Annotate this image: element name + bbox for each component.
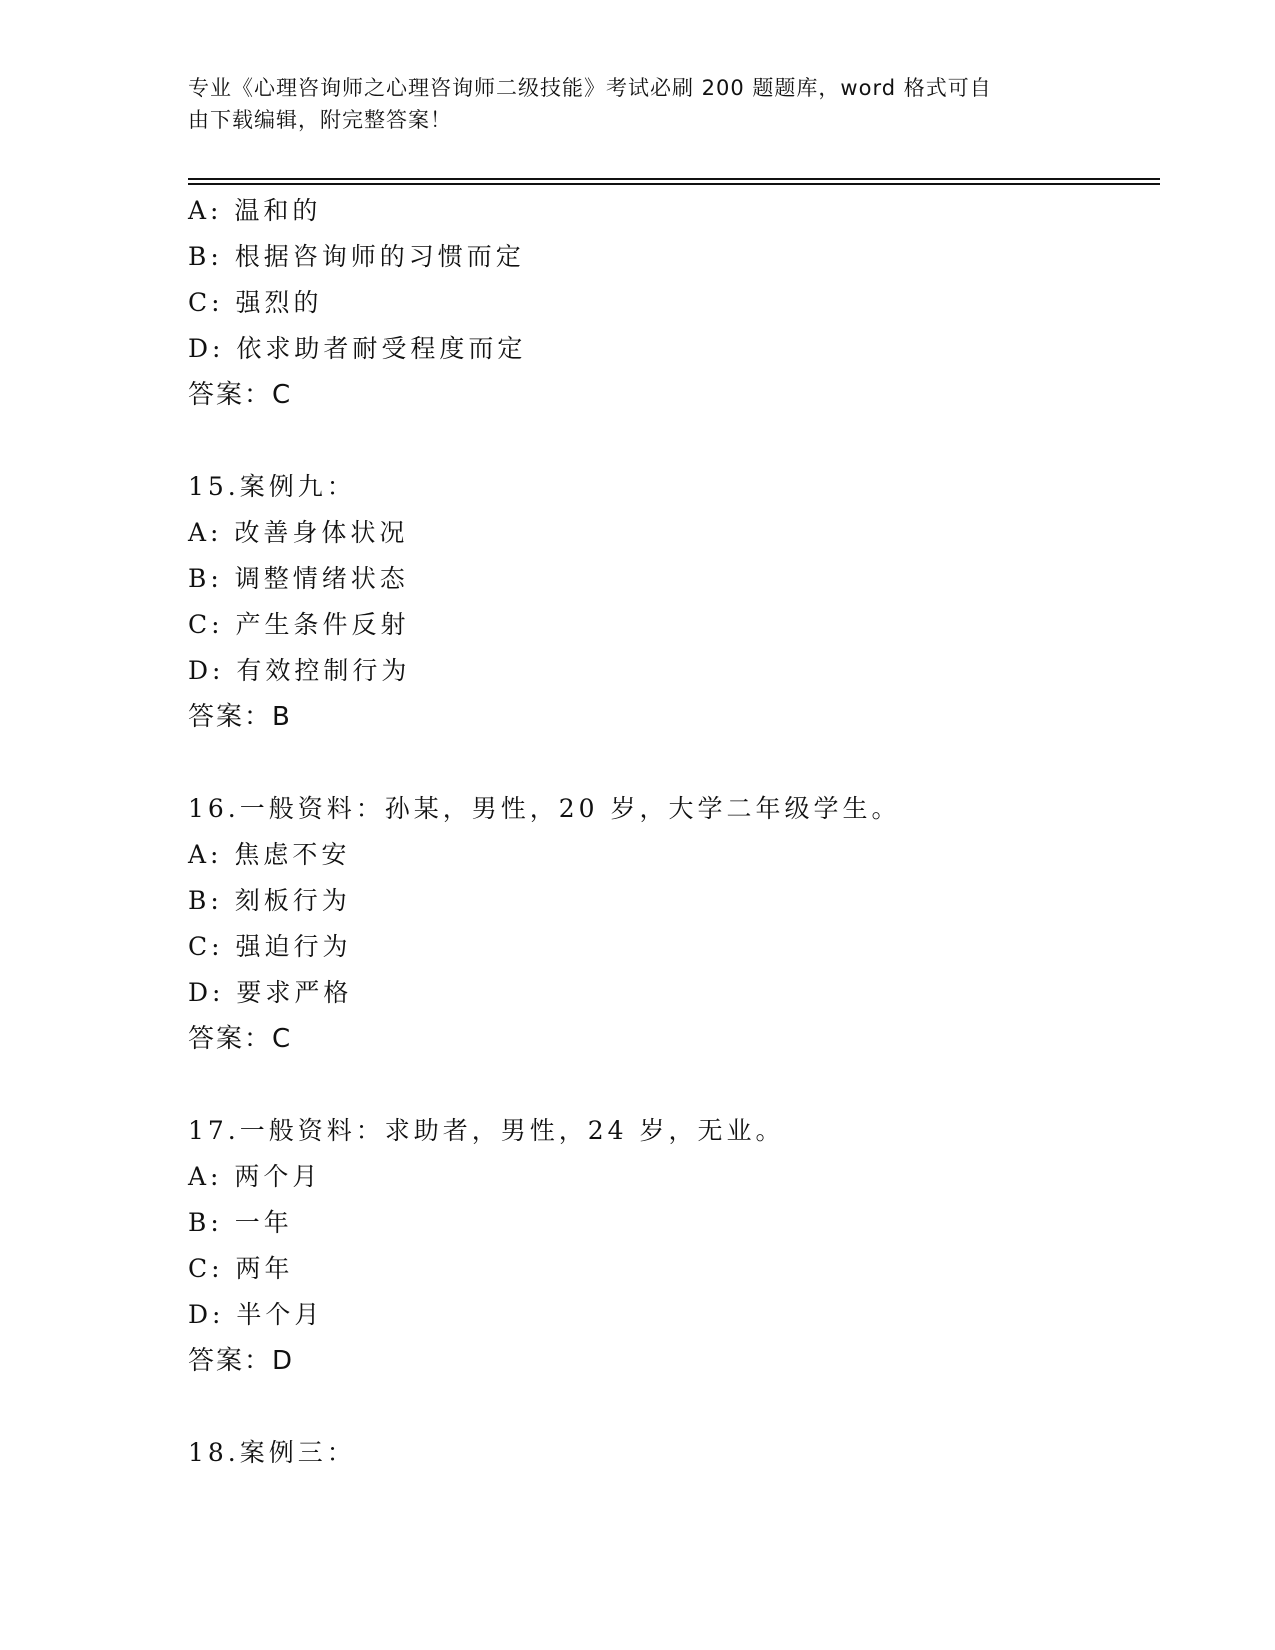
question-block-16 [188, 786, 1160, 1062]
option-a: A: 焦虑不安 [188, 840, 351, 869]
spacer [188, 418, 1160, 464]
document-header [188, 72, 1088, 136]
header-divider-bottom [188, 183, 1160, 185]
spacer [188, 1384, 1160, 1430]
option-c: C: 两年 [188, 1254, 294, 1283]
option-a: A: 改善身体状况 [188, 518, 409, 547]
header-line-1: 专业《心理咨询师之心理咨询师二级技能》考试必刷 200 题题库，word 格式可自 [188, 76, 992, 100]
header-divider-top [188, 178, 1160, 180]
spacer [188, 740, 1160, 786]
option-b: B: 刻板行为 [188, 886, 351, 915]
option-a: A: 温和的 [188, 196, 322, 225]
answer-line: 答案：D [188, 1346, 295, 1376]
question-stem: 18.案例三： [188, 1438, 356, 1467]
question-stem: 16.一般资料：孙某，男性，20 岁，大学二年级学生。 [188, 794, 901, 823]
spacer [188, 1062, 1160, 1108]
option-c: C: 产生条件反射 [188, 610, 410, 639]
question-stem: 17.一般资料：求助者，男性，24 岁，无业。 [188, 1116, 785, 1145]
option-c: C: 强迫行为 [188, 932, 352, 961]
answer-line: 答案：B [188, 702, 292, 732]
option-d: D: 要求严格 [188, 978, 353, 1007]
option-b: B: 一年 [188, 1208, 293, 1237]
answer-line: 答案：C [188, 1024, 293, 1054]
option-d: D: 依求助者耐受程度而定 [188, 334, 527, 363]
question-block-15 [188, 464, 1160, 740]
answer-line: 答案：C [188, 380, 293, 410]
question-stem: 15.案例九： [188, 472, 356, 501]
question-block-17 [188, 1108, 1160, 1384]
header-line-2: 由下载编辑，附完整答案！ [188, 108, 452, 132]
option-d: D: 半个月 [188, 1300, 324, 1329]
question-list [188, 188, 1160, 1476]
question-block-18 [188, 1430, 1160, 1476]
question-block-14 [188, 188, 1160, 418]
option-b: B: 调整情绪状态 [188, 564, 409, 593]
option-c: C: 强烈的 [188, 288, 323, 317]
option-b: B: 根据咨询师的习惯而定 [188, 242, 525, 271]
option-d: D: 有效控制行为 [188, 656, 411, 685]
option-a: A: 两个月 [188, 1162, 322, 1191]
